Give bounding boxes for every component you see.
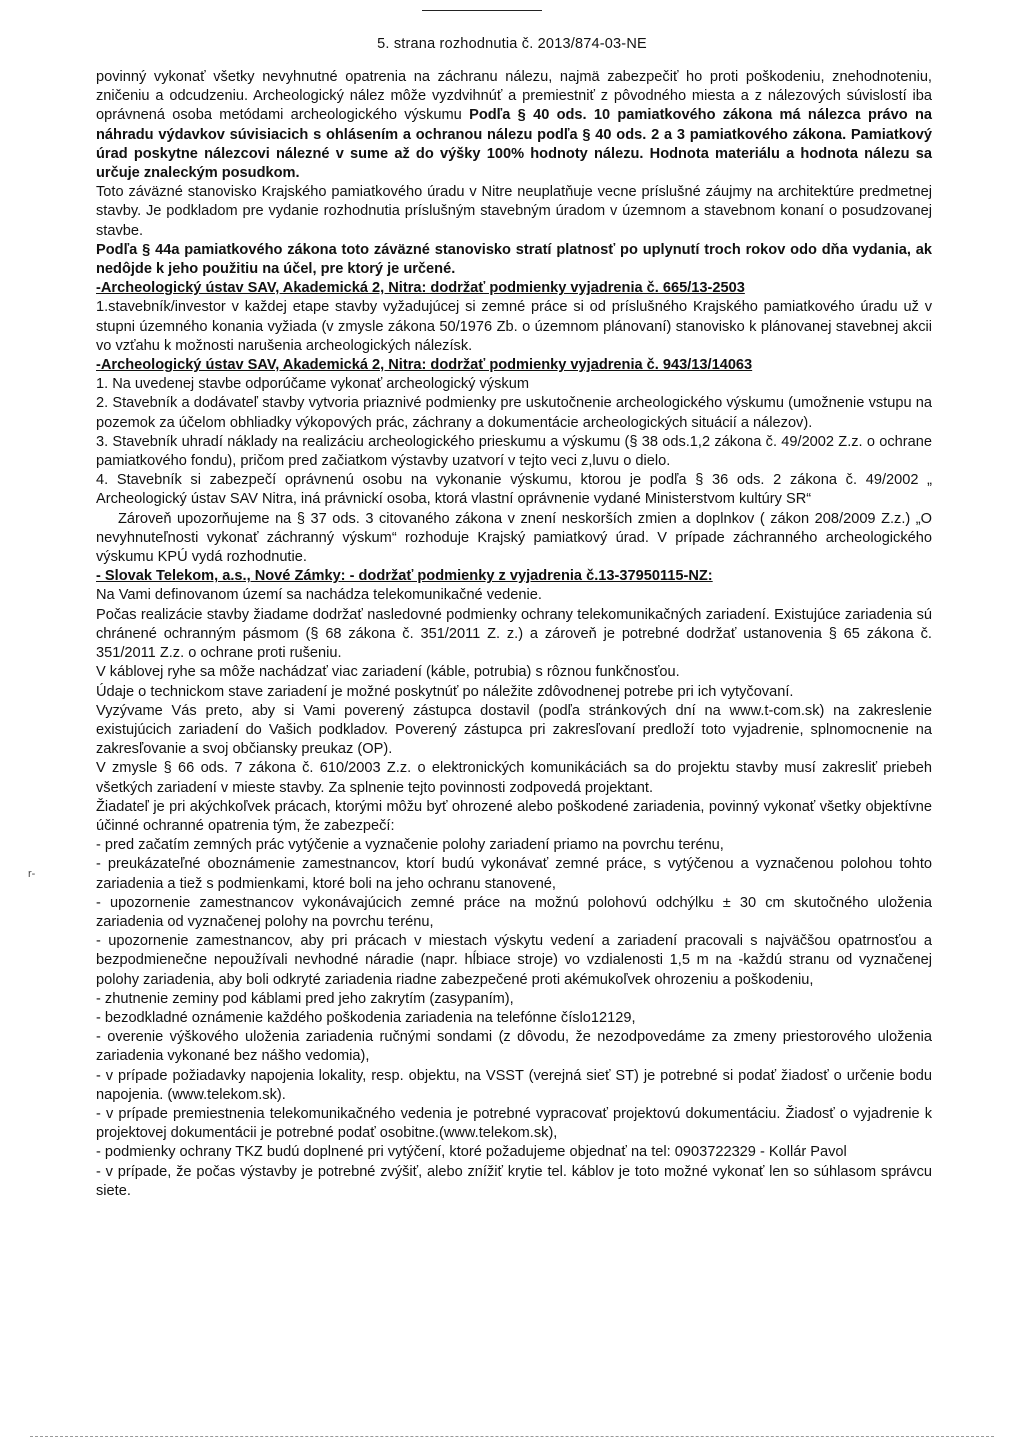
- top-rule: [422, 10, 542, 11]
- telekom-line: Na Vami definovanom území sa nachádza telekomunikačné vedenie.: [96, 587, 542, 604]
- telekom-line: Počas realizácie stavby žiadame dodržať nasledovné podmienky ochrany telekomunikačných zariadení. Existujúce zariadenia sú chránené ochranným pásmom (§ 68 zákona č. 351/2011 Z. z.) a zároveň je potrebné dodržať ustanovenia § 65 zákona č. 351/2011 Z.z. o ochrane proti rušeniu.: [96, 606, 932, 662]
- paragraph-validity: Podľa § 44a pamiatkového zákona toto záväzné stanovisko stratí platnosť po uplynutí troch rokov odo dňa vydania, ak nedôjde k jeho použitiu na účel, pre ktorý je určené.: [96, 241, 932, 278]
- scan-bottom-edge: [30, 1436, 994, 1437]
- telekom-line: Údaje o technickom stave zariadení je možné poskytnúť po náležite zdôvodnenej potrebe pri ich vytyčovaní.: [96, 683, 794, 700]
- telekom-line: - preukázateľné oboznámenie zamestnancov, ktorí budú vykonávať zemné práce, s vytýčenou a vyznačenou polohou tohto zariadenia a tiež s podmienkami, ktoré boli na jeho ochranu stanovené,: [96, 856, 932, 892]
- telekom-line: - v prípade, že počas výstavby je potrebné zvýšiť, alebo znížiť krytie tel. káblov je toto možné vykonať len so súhlasom správcu siete.: [96, 1163, 932, 1199]
- paragraph-find-duty: [96, 68, 932, 183]
- telekom-line: - bezodkladné oznámenie každého poškodenia zariadenia na telefónne číslo12129,: [96, 1009, 636, 1026]
- telekom-line: V káblovej ryhe sa môže nachádzať viac zariadení (káble, potrubia) s rôznou funkčnosťou.: [96, 664, 680, 681]
- document-body: [96, 68, 932, 1201]
- section-heading-telekom: - Slovak Telekom, a.s., Nové Zámky: - dodržať podmienky z vyjadrenia č.13-37950115-NZ:: [96, 568, 713, 585]
- page-header: 5. strana rozhodnutia č. 2013/874-03-NE: [377, 36, 647, 52]
- telekom-line: - v prípade premiestnenia telekomunikačného vedenia je potrebné vypracovať projektovú dokumentáciu. Žiadosť o vyjadrenie k projektovej dokumentácii je potrebné podať osobitne.(www.telekom.sk),: [96, 1105, 932, 1142]
- telekom-line: - pred začatím zemných prác vytýčenie a vyznačenie polohy zariadení priamo na povrchu terénu,: [96, 837, 724, 854]
- telekom-line: - v prípade požiadavky napojenia lokality, resp. objektu, na VSST (verejná sieť ST) je potrebné si podať žiadosť o určenie bodu napojenia. (www.telekom.sk).: [96, 1067, 932, 1103]
- telekom-line: - upozornenie zamestnancov, aby pri prácach v miestach výskytu vedení a zariadení pracovali s najväčšou opatrnosťou a bezpodmienečne nepoužívali nevhodné náradie (napr. hĺbiace stroje) vo vzdialenosti 1,5 m na -každú stranu od vyznačenej polohy zariadenia, aby boli odkryté zariadenia riadne zabezpečené proti akémukoľvek ohrozeniu a poškodeniu,: [96, 933, 932, 988]
- telekom-line: Vyzývame Vás preto, aby si Vami poverený zástupca dostavil (podľa stránkových dní na www.t-com.sk) na zakreslenie existujúcich zariadení do Vašich podkladov. Poverený zástupca pri zakresľovaní predloží toto vyjadrenie, splnomocnenie na zakresľovanie a svoj občiansky preukaz (OP).: [96, 702, 932, 758]
- telekom-line: - overenie výškového uloženia zariadenia ručnými sondami (z dôvodu, že nezodpovedáme za zmeny priestorového uloženia zariadenia vykonané bez nášho vedomia),: [96, 1029, 932, 1065]
- archeology-2-item: 2. Stavebník a dodávateľ stavby vytvoria priaznivé podmienky pre uskutočnenie archeologického výskumu (umožnenie vstupu na pozemok za účelom obhliadky výkopových prác, záchrany a dokumentácie archeologických situácií a nálezov).: [96, 395, 932, 431]
- archeology-2-note: Zároveň upozorňujeme na § 37 ods. 3 citovaného zákona v znení neskorších zmien a doplnkov ( zákon 208/2009 Z.z.) „O nevyhnuteľnosti vykonať záchranný výskum“ rozhoduje Krajský pamiatkový úrad. V prípade záchranného archeologického výskumu KPÚ vydá rozhodnutie.: [96, 510, 932, 566]
- telekom-line: - zhutnenie zeminy pod káblami pred jeho zakrytím (zasypaním),: [96, 990, 514, 1007]
- section-heading-archeology-1: -Archeologický ústav SAV, Akademická 2, Nitra: dodržať podmienky vyjadrenia č. 665/13-2503: [96, 280, 745, 297]
- archeology-2-item: 1. Na uvedenej stavbe odporúčame vykonať archeologický výskum: [96, 376, 529, 393]
- paragraph-finder-rights: Podľa § 40 ods. 10 pamiatkového zákona má nálezca právo na náhradu výdavkov súvisiacich s ohlásením a ochranou nálezu podľa § 40 ods. 2 a 3 pamiatkového zákona. Pamiatkový úrad poskytne nálezcovi nálezné v sume až do výšky 100% hodnoty nálezu. Hodnota materiálu a hodnota nálezu sa určuje znaleckým posudkom.: [96, 107, 932, 182]
- margin-mark: r-: [28, 868, 36, 880]
- section-heading-archeology-2: -Archeologický ústav SAV, Akademická 2, Nitra: dodržať podmienky vyjadrenia č. 943/13/14063: [96, 357, 753, 374]
- archeology-2-item: 3. Stavebník uhradí náklady na realizáciu archeologického prieskumu a výskumu (§ 38 ods.1,2 zákona č. 49/2002 Z.z. o ochrane pamiatkového fondu), pričom pred začiatkom výstavby uzatvorí v tejto veci z,luvu o dielo.: [96, 433, 932, 470]
- archeology-2-item: 4. Stavebník si zabezpečí oprávnenú osobu na vykonanie výskumu, ktorou je podľa § 36 ods. 2 zákona č. 49/2002 „ Archeologický ústav SAV Nitra, iná právnickí osoba, ktorá vlastní oprávnenie vydané Ministerstvom kultúry SR“: [96, 472, 932, 508]
- telekom-line: V zmysle § 66 ods. 7 zákona č. 610/2003 Z.z. o elektronických komunikáciách sa do projektu stavby musí zakresliť priebeh všetkých zariadení v mieste stavby. Za splnenie tejto povinnosti zodpovedá projektant.: [96, 760, 932, 796]
- paragraph-scope: Toto záväzné stanovisko Krajského pamiatkového úradu v Nitre neuplatňuje vecne príslušné záujmy na architektúre predmetnej stavby. Je podkladom pre vydanie rozhodnutia príslušným stavebným úradom v územnom a stavebnom konaní o posudzovanej stavbe.: [96, 184, 932, 239]
- telekom-line: - upozornenie zamestnancov vykonávajúcich zemné práce na možnú polohovú odchýlku ± 30 cm skutočného uloženia zariadenia od vyznačenej polohy na povrchu terénu,: [96, 894, 932, 930]
- paragraph-find-duty-text: povinný vykonať všetky nevyhnutné opatrenia na záchranu nálezu, najmä zabezpečiť ho proti poškodeniu, znehodnoteniu, zničeniu a odcudzeniu. Archeologický nález môže vyzdvihnúť a premiestniť z pôvodného miesta a z nálezových súvislostí iba oprávnená osoba metódami archeologického výskumu: [96, 69, 932, 124]
- telekom-line: - podmienky ochrany TKZ budú doplnené pri vytýčení, ktoré požadujeme objednať na tel: 0903722329 - Kollár Pavol: [96, 1144, 847, 1161]
- telekom-line: Žiadateľ je pri akýchkoľvek prácach, ktorými môžu byť ohrozené alebo poškodené zariadenia, povinný vykonať všetky objektívne účinné ochranné opatrenia tým, že zabezpečí:: [96, 798, 932, 834]
- archeology-1-text: 1.stavebník/investor v každej etape stavby vyžadujúcej si zemné práce si od príslušného Krajského pamiatkového úradu už v stupni územného konania vyžiada (v zmysle zákona 50/1976 Zb. o územnom plánovaní) stanovisko k plánovanej stavebnej akcii vo vzťahu k možnosti narušenia archeologických nálezísk.: [96, 299, 932, 354]
